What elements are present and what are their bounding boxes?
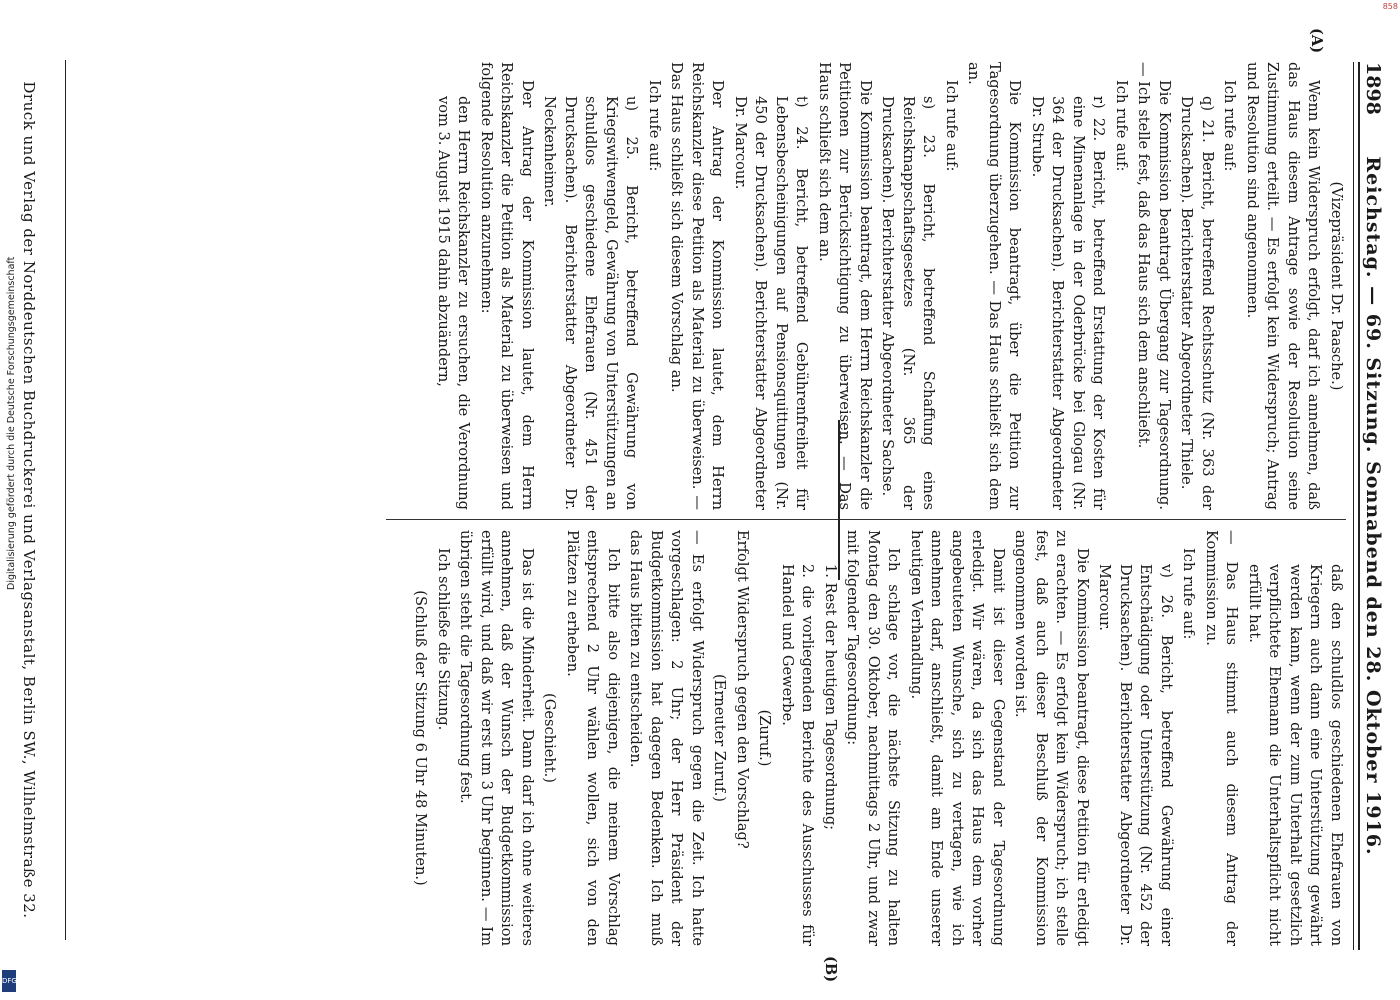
header-rule-thick [1358,62,1360,950]
paragraph: Erfolgt Widerspruch gegen den Vorschlag? [734,530,751,849]
paragraph: Ich rufe auf: [1180,548,1198,640]
paragraph: s) 23. Bericht, betreffend Schaffung eines Reichsknappschaftsgesetzes (Nr. 365 der Drucksachen). Berichterstatter Abgeordneter Sachse. [879,96,938,510]
margin-mark-a: (A) [1308,28,1325,54]
interjection: (Zuruf.) [756,709,774,767]
page-title: Reichstag. — 69. Sitzung. Sonnabend den 28. Oktober 1916. [1362,156,1384,856]
interjection: (Erneuter Zuruf.) [711,673,729,802]
paragraph: Ich rufe auf: [943,80,960,172]
session-close: (Schluß der Sitzung 6 Uhr 48 Minuten.) [412,590,430,886]
paragraph: Ich rufe auf: [1113,80,1130,172]
header-rule-thin [1353,62,1354,950]
paragraph: Ich schlage vor, die nächste Sitzung zu halten Montag den 30. Oktober, nachmittags 2 Uhr, und zwar mit folgender Tagesordnung: [844,530,903,946]
paragraph: Die Kommission beantragt, diese Petition für erledigt zu erachten. — Es erfolgt kein Widerspruch; ich stelle fest, daß auch dieser Beschluß der Kommission angenommen worden ist. [1012,530,1091,946]
paragraph: Ich rufe auf: [1221,80,1239,172]
left-column [431,62,1347,510]
agenda-item: 1. Rest der heutigen Tagesordnung; [822,564,839,831]
paragraph: q) 21. Bericht, betreffend Rechtsschutz (Nr. 363 der Drucksachen). Berichterstatter Abgeordneter Thiele. [1178,96,1216,510]
printer-footer: Druck und Verlag der Norddeutschen Buchdruckerei und Verlagsanstalt, Berlin SW., Wilhelmstraße 32. [20,81,38,919]
paragraph: Der Antrag der Kommission lautet, dem Herrn Reichskanzler die Petition als Material zu überweisen und folgende Resolution anzunehmen: [478,62,536,510]
paragraph: Wenn kein Widerspruch erfolgt, darf ich annehmen, daß das Haus diesem Antrage sowie der Resolution seine Zustimmung erteilt. — Es erfolgt kein Widerspruch; Antrag und Resolution sind angenommen. [1244,62,1323,510]
paragraph: Die Kommission beantragt Übergang zur Tagesordnung. — Ich stelle fest, daß das Haus sich dem anschließt. [1135,62,1173,510]
paragraph: Ich rufe auf: [646,80,663,172]
paragraph: t) 24. Bericht, betreffend Gebührenfreiheit für Lebensbescheinigungen auf Pensionsquittungen (Nr. 450 der Drucksachen). Berichterstatter Abgeordneter Dr. Marcour. [732,96,811,510]
paragraph: daß den schuldlos geschiedenen Ehefrauen von Kriegern auch dann eine Unterstützung gewährt werden kann, wenn der zum Unterhalt gesetzlich verpflichtete Ehemann die Unterhaltspflicht nicht erfüllt hat. [1246,564,1345,946]
speaker-label: (Vizepräsident Dr. Paasche.) [1328,181,1345,391]
paragraph: Die Kommission beantragt, dem Herrn Reichskanzler die Petitionen zur Berücksichtigung zu überweisen. — Das Haus schließt sich dem an. [816,62,874,510]
corner-mark: 858 [1382,2,1398,11]
dfg-logo: DFG [2,970,16,992]
paragraph: Der Antrag der Kommission lautet, dem Herrn Reichskanzler diese Petition als Material zu überweisen. — Das Haus schließt sich diesem Vorschlag an. [668,62,727,510]
page-number: 1898 [1362,62,1384,115]
paragraph: Ich schließe die Sitzung. [435,548,452,731]
paragraph: den Herrn Reichskanzler zu ersuchen, die Verordnung vom 3. August 1915 dahin abzuändern, [435,96,473,510]
end-rule [838,420,840,580]
paragraph: Damit ist dieser Gegenstand der Tagesordnung erledigt. Wir wären, da sich das Haus dem vorher angebeuteten Wunsche, sich zu vertagen, wie ich annehmen darf, anschließt, damit am Ende unserer heutigen Verhandlung. [908,530,1007,946]
interjection: (Geschieht.) [541,693,559,783]
paragraph: Das ist die Minderheit. Dann darf ich ohne weiteres annehmen, daß der Wunsch der Budgetkommission erfüllt wird, und daß wir erst um 3 Uhr beginnen. — Im übrigen steht die Tagesordnung fest. [457,530,536,946]
paragraph: r) 22. Bericht, betreffend Erstattung der Kosten für eine Minenanlage in der Oderbrücke bei Glogau (Nr. 364 der Drucksachen). Berichterstatter Abgeordneter Dr. Strube. [1029,96,1108,510]
paragraph: u) 25. Bericht, betreffend Gewährung von Kriegswitwengeld, Gewährung von Unterstützungen an schuldlos geschiedene Ehefrauen (Nr. 451 der Drucksachen). Berichterstatter Abgeordneter Dr. Neckenheimer. [541,96,641,510]
paragraph: v) 26. Bericht, betreffend Gewährung einer Entschädigung oder Unterstützung (Nr. 452 der Drucksachen). Berichterstatter Abgeordneter Dr. Marcour. [1096,564,1175,946]
margin-mark-b: (B) [822,956,839,983]
footer-rule [65,60,66,940]
paragraph: — Das Haus stimmt auch diesem Antrag der Kommission zu. [1203,530,1241,946]
paragraph: Ich bitte also diejenigen, die meinem Vorschlag entsprechend 2 Uhr wählen wollen, sich von den Plätzen zu erheben. [564,530,622,946]
paragraph: Die Kommission beantragt, über die Petition zur Tagesordnung überzugehen. — Das Haus schließt sich dem an. [965,62,1024,510]
agenda-item: 2. die vorliegenden Berichte des Ausschusses für Handel und Gewerbe. [779,564,817,946]
right-column [408,530,1346,946]
digitization-note: Digitalisierung gefördert durch die Deutsche Forschungsgemeinschaft [6,256,17,590]
paragraph: — Es erfolgt Widerspruch gegen die Zeit. Ich hatte vorgeschlagen: 2 Uhr; der Herr Präsident der Budgetkommission hat dagegen Bedenken. Ich muß das Haus bitten zu entscheiden. [627,530,706,946]
column-separator [386,519,1346,520]
